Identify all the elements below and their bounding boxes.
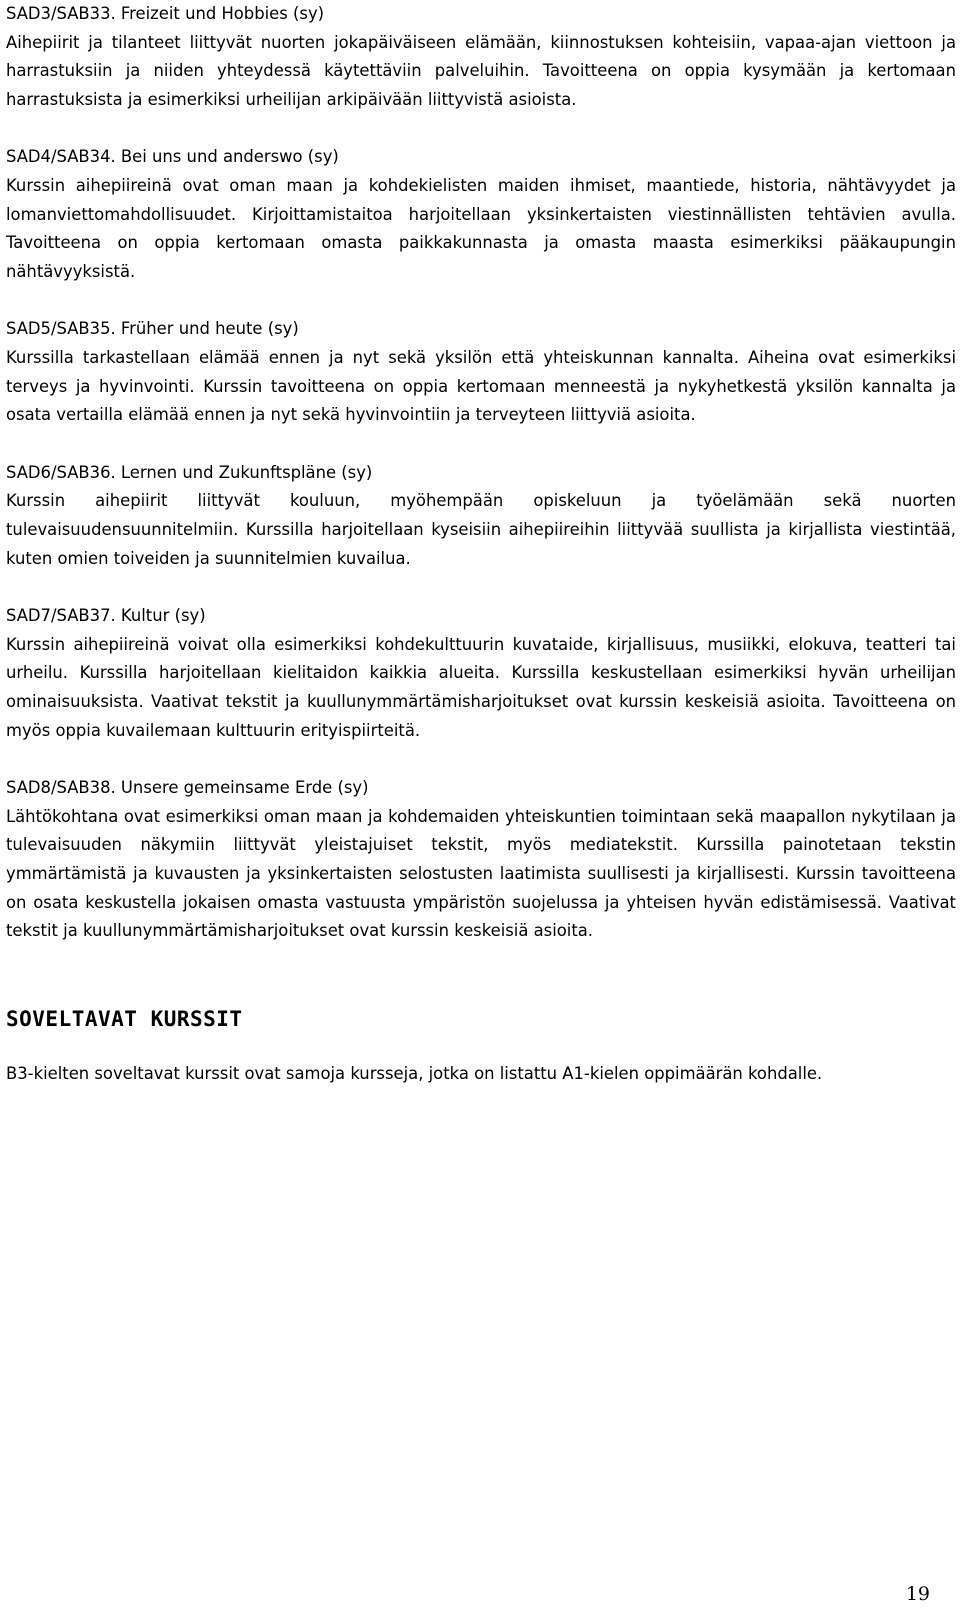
document-page [6, 0, 956, 1089]
course-title: SAD8/SAB38. Unsere gemeinsame Erde (sy) [6, 777, 369, 797]
course-description: Kurssilla tarkastellaan elämää ennen ja nyt sekä yksilön että yhteiskunnan kannalta. Aiheina ovat esimerkiksi terveys ja hyvinvointi. Kurssin tavoitteena on oppia kertomaan menneestä ja nykyhetkestä yksilön kannalta ja osata vertailla elämää ennen ja nyt sekä hyvinvointiin ja terveyteen liittyviä asioita. [6, 348, 956, 425]
course-description: Lähtökohtana ovat esimerkiksi oman maan ja kohdemaiden yhteiskuntien toimintaan sekä maapallon nykytilaan ja tulevaisuuden näkymiin liittyvät yleistajuiset tekstit, myös mediatekstit. Kurssilla painotetaan tekstin ymmärtämistä ja kuvausten ja yksinkertaisten selostusten laatimista suullisesti ja kirjallisesti. Kurssin tavoitteena on osata keskustella jokaisen omasta vastuusta ympäristön suojelussa ja yhteisen hyvän edistämisessä. Vaativat tekstit ja kuullunymmärtämisharjoitukset ovat kurssin keskeisiä asioita. [6, 806, 956, 941]
course-block [6, 315, 956, 430]
course-block [6, 459, 956, 574]
course-description: Kurssin aihepiireinä voivat olla esimerkiksi kohdekulttuurin kuvataide, kirjallisuus, musiikki, elokuva, teatteri tai urheilu. Kurssilla harjoitellaan kielitaidon kaikkia alueita. Kurssilla keskustellaan esimerkiksi hyvän urheilijan ominaisuuksista. Vaativat tekstit ja kuullunymmärtämisharjoitukset ovat kurssin keskeisiä asioita. Tavoitteena on myös oppia kuvailemaan kulttuurin erityispiirteitä. [6, 634, 956, 740]
section-text: B3-kielten soveltavat kurssit ovat samoja kursseja, jotka on listattu A1-kielen oppimäärän kohdalle. [6, 1064, 823, 1084]
course-title: SAD7/SAB37. Kultur (sy) [6, 605, 206, 625]
course-title: SAD3/SAB33. Freizeit und Hobbies (sy) [6, 4, 325, 23]
section-heading: SOVELTAVAT KURSSIT [6, 1007, 243, 1032]
course-block [6, 602, 956, 746]
applied-courses-section [6, 1004, 956, 1089]
course-title: SAD6/SAB36. Lernen und Zukunftspläne (sy) [6, 462, 373, 482]
course-block [6, 0, 956, 115]
course-description: Kurssin aihepiireinä ovat oman maan ja kohdekielisten maiden ihmiset, maantiede, historia, nähtävyydet ja lomanviettomahdollisuudet. Kirjoittamistaitoa harjoitellaan yksinkertaisten viestinnällisten tehtävien avulla. Tavoitteena on oppia kertomaan omasta paikkakunnasta ja omasta maasta esimerkiksi pääkaupungin nähtävyyksistä. [6, 176, 956, 282]
course-block [6, 774, 956, 946]
course-description: Kurssin aihepiirit liittyvät kouluun, myöhempään opiskeluun ja työelämään sekä nuorten tulevaisuudensuunnitelmiin. Kurssilla harjoitellaan kyseisiin aihepiireihin liittyvää suullista ja kirjallista viestintää, kuten omien toiveiden ja suunnitelmien kuvailua. [6, 491, 956, 568]
course-title: SAD4/SAB34. Bei uns und anderswo (sy) [6, 147, 339, 167]
course-description: Aihepiirit ja tilanteet liittyvät nuorten jokapäiväiseen elämään, kiinnostuksen kohteisiin, vapaa-ajan viettoon ja harrastuksiin ja niiden yhteydessä käytettäviin palveluihin. Tavoitteena on oppia kysymään ja kertomaan harrastuksista ja esimerkiksi urheilijan arkipäivään liittyvistä asioista. [6, 32, 956, 110]
course-block [6, 143, 956, 287]
course-title: SAD5/SAB35. Früher und heute (sy) [6, 319, 299, 339]
page-number: 19 [905, 1583, 930, 1605]
